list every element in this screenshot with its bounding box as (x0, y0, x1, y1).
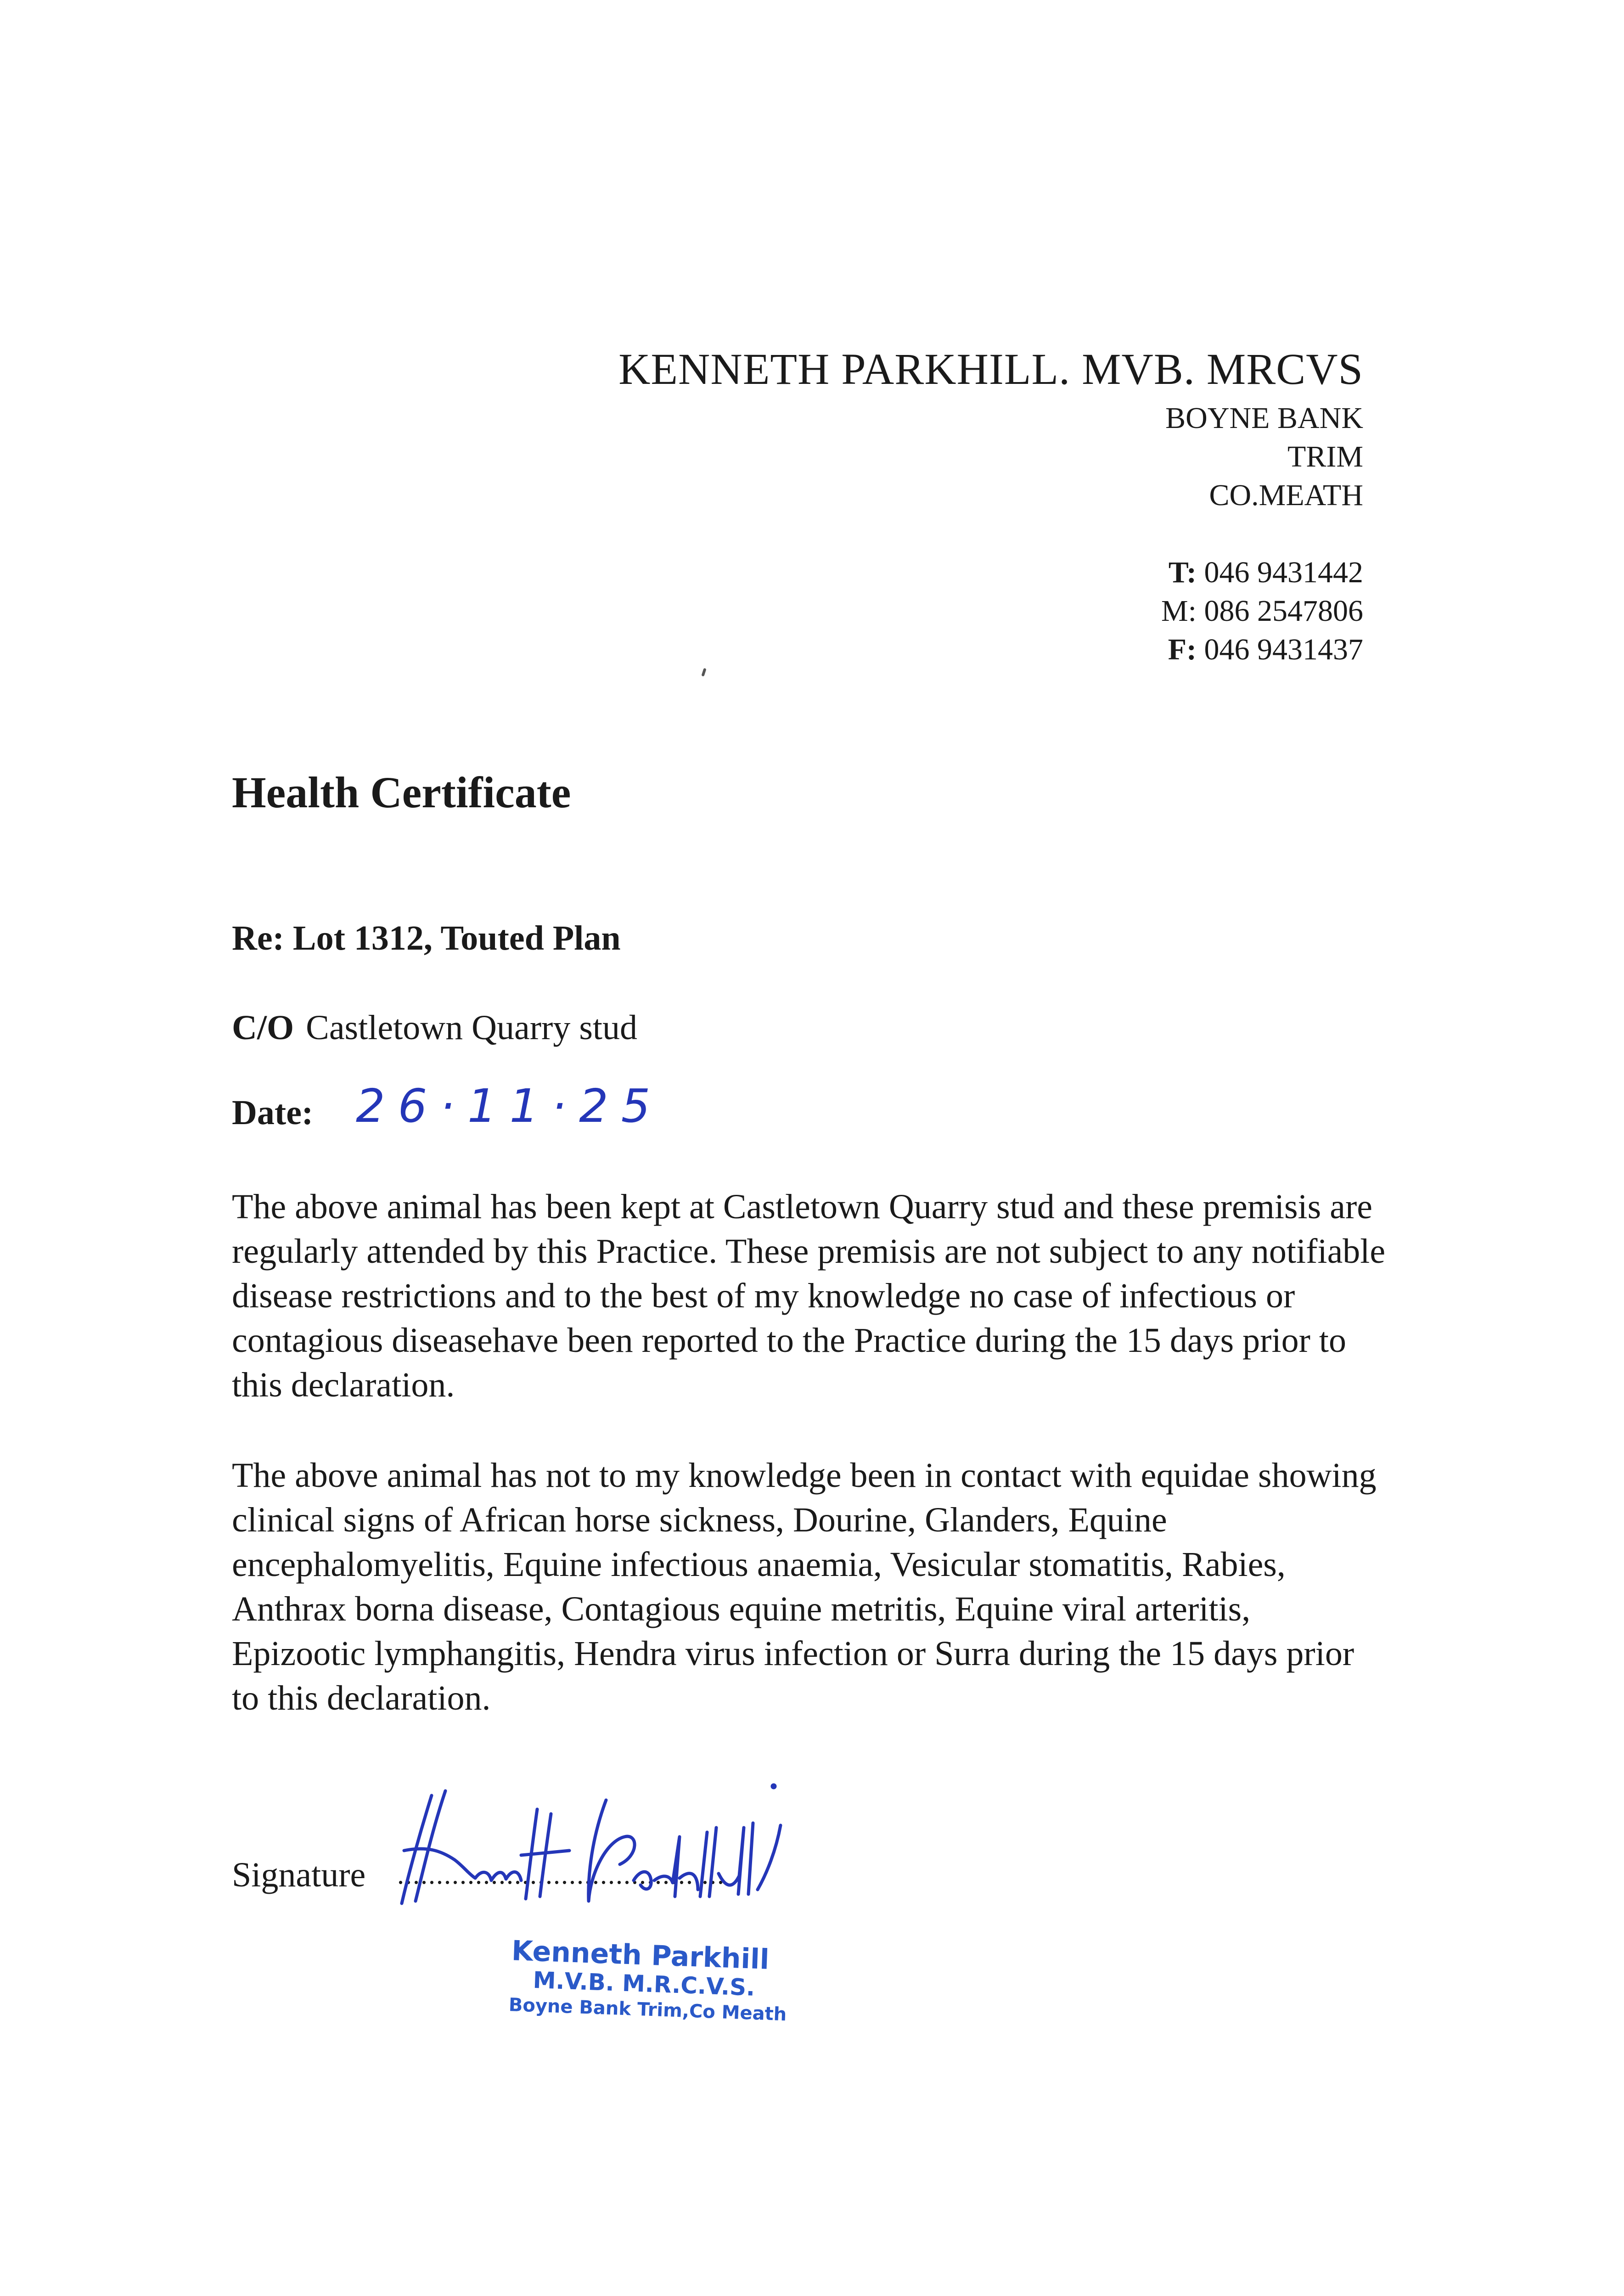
declaration-paragraph-2: The above animal has not to my knowledge been in contact with equidae showing clinical signs of African horse sickness, Dourine, Glanders, Equine encephalomyelitis, Equine infectious anaemia, Vesicular stomatitis, Rabies, Anthrax borna disease, Contagious equine metritis, Equine viral arteritis, Epizootic lymphangitis, Hendra virus infection or Surra during the 15 days prior to this declaration. (232, 1456, 1377, 1717)
address-line: BOYNE BANK (1165, 401, 1363, 435)
re-line: Re: Lot 1312, Touted Plan (232, 919, 621, 957)
address-line: TRIM (1287, 440, 1363, 473)
contact-mobile (618, 592, 1363, 630)
stamp-qualifications: M.V.B. M.R.C.V.S. (532, 1966, 756, 2001)
signature-line (232, 1855, 725, 1895)
letterhead (618, 342, 1363, 669)
date-label: Date: (232, 1093, 314, 1132)
practice-stamp (490, 1935, 789, 2027)
contact-label: M: (1161, 594, 1197, 628)
contact-value: 046 9431442 (1204, 556, 1363, 589)
contact-label: F: (1168, 633, 1197, 666)
declaration-paragraph-1: The above animal has been kept at Castletown Quarry stud and these premisis are regularly attended by this Practice. These premisis are not subject to any notifiable disease restrictions and to the best of my knowledge no case of infectious or contagious diseasehave been reported to the Practice during the 15 days prior to this declaration. (232, 1187, 1386, 1404)
handwritten-date: 26·11·25 (356, 1079, 663, 1133)
letterhead-contacts (618, 553, 1363, 669)
contact-value: 046 9431437 (1204, 633, 1363, 666)
document-title: Health Certificate (232, 768, 571, 817)
contact-fax (618, 630, 1363, 669)
care-of-value: Castletown Quarry stud (306, 1008, 638, 1047)
scan-speck (701, 668, 706, 677)
signature-dots: .......................................... (397, 1859, 725, 1890)
stamp-name: Kenneth Parkhill (511, 1935, 770, 1976)
handwritten-signature (376, 1782, 817, 1919)
contact-value: 086 2547806 (1204, 594, 1363, 628)
letterhead-address (618, 399, 1363, 515)
address-line: CO.MEATH (1209, 478, 1363, 512)
care-of-line (232, 1008, 637, 1048)
contact-label: T: (1168, 556, 1197, 589)
contact-telephone (618, 553, 1363, 592)
stamp-address: Boyne Bank Trim,Co Meath (508, 1994, 787, 2026)
letterhead-name: KENNETH PARKHILL. MVB. MRCVS (618, 344, 1363, 394)
signature-label: Signature (232, 1856, 366, 1894)
date-line (232, 1079, 663, 1133)
care-of-label: C/O (232, 1008, 294, 1047)
